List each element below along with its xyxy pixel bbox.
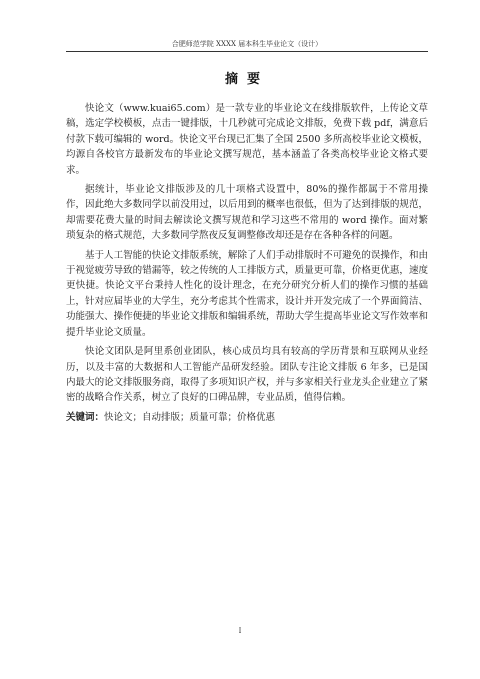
keywords-line [66, 410, 428, 425]
running-header: 合肥师范学院 XXXX 届本科生毕业论文（设计） [171, 40, 323, 48]
keywords-value: 快论文；自动排版；质量可靠；价格优惠 [104, 411, 276, 423]
abstract-body [66, 101, 428, 425]
abstract-paragraph-4: 快论文团队是阿里系创业团队，核心成员均具有较高的学历背景和互联网从业经历，以及丰富的大数据和人工智能产品研发经验。团队专注论文排版 6 年多，已是国内最大的论文排版服务商，取得了多项知识产权，并与多家相关行业龙头企业建立了紧密的战略合作关系，树立了良好的口碑品牌，专业品质，值得信赖。 [66, 346, 428, 404]
keywords-label: 关键词： [66, 411, 105, 423]
page-number: I [238, 627, 242, 635]
abstract-paragraph-3: 基于人工智能的快论文排版系统，解除了人们手动排版时不可避免的误操作，和由于视觉疲劳导致的错漏等，较之传统的人工排版方式，质量更可靠，价格更优惠，速度更快捷。快论文平台秉持人性化的设计理念，在充分研究分析人们的操作习惯的基础上，针对应届毕业的大学生，充分考虑其个性需求，设计并开发完成了一个界面简洁、功能强大、操作便捷的毕业论文排版和编辑系统，帮助大学生提高毕业论文写作效率和提升毕业论文质量。 [66, 249, 428, 338]
abstract-paragraph-2: 据统计，毕业论文排版涉及的几十项格式设置中，80%的操作都属于不常用操作，因此绝大多数同学以前没用过，以后用到的概率也很低，但为了达到排版的规范，却需要花费大量的时间去解读论文撰写规范和学习这些不常用的 word 操作。面对繁琐复杂的格式规范，大多数同学熬夜反复调整修改却还是存在各种各样的问题。 [66, 184, 428, 242]
abstract-paragraph-1: 快论文（www.kuai65.com）是一款专业的毕业论文在线排版软件，上传论文草稿，选定学校模板，点击一键排版，十几秒就可完成论文排版，免费下载 pdf，满意后付款下载可编辑的 word。快论文平台现已汇集了全国 2500 多所高校毕业论文模板，均源自各校官方最新发布的毕业论文撰写规范，基本涵盖了各类高校毕业论文格式要求。 [66, 103, 428, 176]
header-rule [66, 51, 428, 52]
abstract-title: 摘要 [224, 72, 269, 87]
